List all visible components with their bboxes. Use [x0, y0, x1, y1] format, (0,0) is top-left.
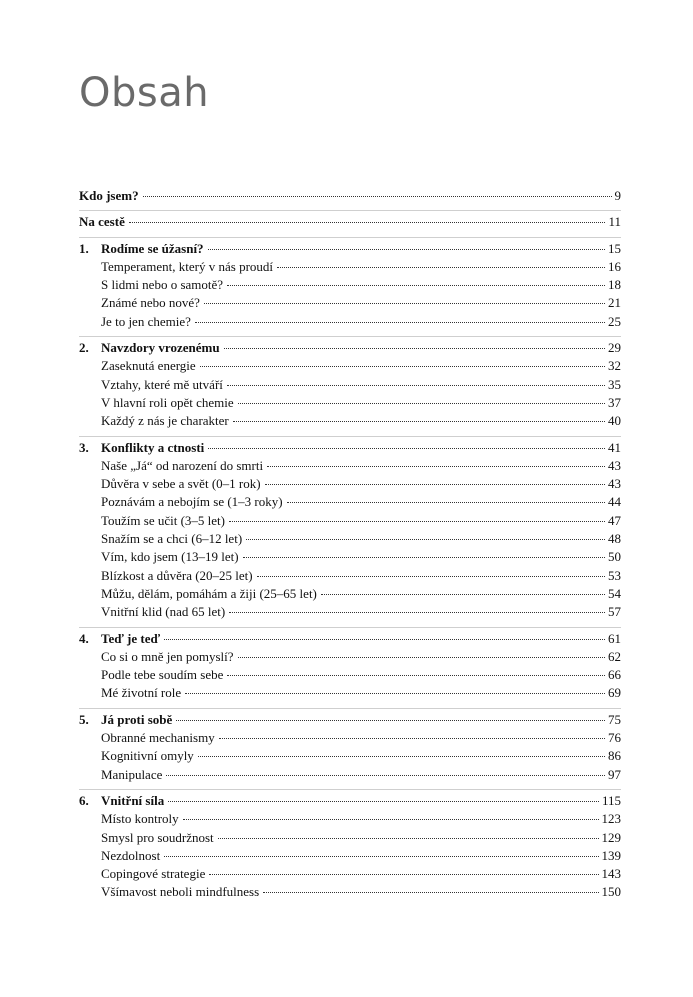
page-number: 43: [608, 457, 621, 473]
toc-entry-title: Podle tebe soudím sebe: [101, 667, 224, 683]
dot-leader: [238, 403, 605, 404]
toc-entry-title: Kdo jsem?: [79, 188, 139, 203]
toc-entry-title: Mé životní role: [101, 685, 182, 701]
page-number: 18: [608, 277, 621, 293]
dot-leader: [208, 249, 605, 250]
chapter-number: 5.: [79, 711, 89, 727]
toc-entry-title: Naše „Já“ od narození do smrti: [101, 457, 264, 473]
toc-entry-title: V hlavní roli opět chemie: [101, 394, 234, 410]
toc-subentry: [79, 357, 621, 375]
toc-entry-title: Manipulace: [101, 766, 163, 782]
section-divider: [79, 789, 621, 790]
toc-entry: [79, 187, 621, 205]
toc-entry-title: Vnitřní klid (nad 65 let): [101, 604, 226, 620]
dot-leader: [198, 756, 605, 757]
toc-entry-title: Vím, kdo jsem (13–19 let): [101, 549, 239, 565]
dot-leader: [185, 693, 605, 694]
toc-entry-title: Kognitivní omyly: [101, 748, 194, 764]
dot-leader: [143, 196, 612, 197]
toc-entry-title: Obranné mechanismy: [101, 730, 215, 746]
chapter-number: 4.: [79, 630, 89, 646]
section-divider: [79, 210, 621, 211]
dot-leader: [229, 521, 605, 522]
dot-leader: [238, 657, 605, 658]
page-number: 97: [608, 766, 621, 782]
toc-entry-title: S lidmi nebo o samotě?: [101, 277, 224, 293]
section-divider: [79, 708, 621, 709]
toc-entry: [79, 339, 621, 357]
toc-entry-title: Vnitřní síla: [101, 792, 165, 808]
toc-entry-title: Důvěra v sebe a svět (0–1 rok): [101, 476, 261, 492]
toc-entry-title: Na cestě: [79, 214, 125, 230]
page-number: 143: [601, 866, 621, 882]
section-divider: [79, 336, 621, 337]
dot-leader: [267, 466, 605, 467]
page-number: 61: [608, 630, 621, 646]
toc-entry-title: Smysl pro soudržnost: [101, 829, 214, 845]
page-title: Obsah: [79, 70, 210, 116]
toc-subentry: [79, 883, 621, 901]
toc-subentry: [79, 684, 621, 702]
page-number: 32: [608, 358, 621, 374]
toc-entry-title: Navzdory vrozenému: [101, 340, 220, 356]
dot-leader: [243, 557, 605, 558]
dot-leader: [257, 576, 605, 577]
toc-subentry: [79, 847, 621, 865]
dot-leader: [227, 285, 605, 286]
page-number: 150: [601, 884, 621, 900]
toc-entry-title: Nezdolnost: [101, 847, 161, 863]
toc-subentry: [79, 747, 621, 765]
toc-subentry: [79, 276, 621, 294]
page-number: 44: [608, 494, 621, 510]
page-number: 29: [608, 340, 621, 356]
toc-subentry: [79, 865, 621, 883]
dot-leader: [219, 738, 605, 739]
page-number: 15: [608, 240, 621, 256]
toc-subentry: [79, 457, 621, 475]
page-number: 21: [608, 295, 621, 311]
dot-leader: [200, 366, 605, 367]
page-number: 54: [608, 585, 621, 601]
dot-leader: [224, 348, 605, 349]
toc-entry-title: Já proti sobě: [101, 711, 173, 727]
page-number: 41: [608, 439, 621, 455]
dot-leader: [176, 720, 605, 721]
toc-entry-title: Toužím se učit (3–5 let): [101, 512, 226, 528]
dot-leader: [168, 801, 599, 802]
page-number: 9: [614, 188, 621, 203]
toc-entry-title: Zaseknutá energie: [101, 358, 196, 374]
toc-entry-title: Místo kontroly: [101, 811, 179, 827]
dot-leader: [195, 322, 605, 323]
toc-subentry: [79, 567, 621, 585]
page-number: 40: [608, 413, 621, 429]
dot-leader: [263, 892, 598, 893]
toc-subentry: [79, 666, 621, 684]
dot-leader: [164, 856, 598, 857]
dot-leader: [208, 448, 605, 449]
page-number: 115: [601, 792, 621, 808]
chapter-number: 6.: [79, 792, 89, 808]
toc-subentry: [79, 648, 621, 666]
chapter-number: 3.: [79, 439, 89, 455]
section-divider: [79, 436, 621, 437]
dot-leader: [265, 484, 605, 485]
dot-leader: [166, 775, 605, 776]
toc-subentry: [79, 512, 621, 530]
toc-entry-title: Poznávám a nebojím se (1–3 roky): [101, 494, 283, 510]
toc-subentry: [79, 603, 621, 621]
dot-leader: [227, 675, 605, 676]
dot-leader: [287, 502, 605, 503]
toc-subentry: [79, 412, 621, 430]
toc-entry-title: Každý z nás je charakter: [101, 413, 229, 429]
page-number: 76: [608, 730, 621, 746]
page-number: 16: [608, 258, 621, 274]
toc-entry-title: Copingové strategie: [101, 866, 206, 882]
page-number: 66: [608, 667, 621, 683]
page-number: 86: [608, 748, 621, 764]
toc-entry: [79, 213, 621, 231]
dot-leader: [229, 612, 605, 613]
toc-subentry: [79, 729, 621, 747]
toc-subentry: [79, 548, 621, 566]
page-number: 48: [608, 531, 621, 547]
toc-entry-title: Všímavost neboli mindfulness: [101, 884, 260, 900]
toc-subentry: [79, 376, 621, 394]
toc-entry-title: Známé nebo nové?: [101, 295, 200, 311]
toc-entry: [79, 711, 621, 729]
dot-leader: [227, 385, 605, 386]
toc-entry-title: Konflikty a ctnosti: [101, 439, 205, 455]
toc-subentry: [79, 475, 621, 493]
dot-leader: [209, 874, 598, 875]
dot-leader: [277, 267, 605, 268]
section-divider: [79, 627, 621, 628]
toc-entry: [79, 630, 621, 648]
toc-subentry: [79, 766, 621, 784]
toc-entry-title: Vztahy, které mě utváří: [101, 376, 223, 392]
dot-leader: [204, 303, 605, 304]
dot-leader: [164, 639, 605, 640]
page-number: 69: [608, 685, 621, 701]
dot-leader: [129, 222, 606, 223]
page-number: 75: [608, 711, 621, 727]
page-number: 43: [608, 476, 621, 492]
toc-subentry: [79, 493, 621, 511]
page-number: 25: [608, 313, 621, 329]
dot-leader: [233, 421, 605, 422]
page-number: 50: [608, 549, 621, 565]
page-number: 37: [608, 394, 621, 410]
chapter-number: 2.: [79, 340, 89, 356]
dot-leader: [218, 838, 599, 839]
toc-entry-title: Rodíme se úžasní?: [101, 240, 204, 256]
section-divider: [79, 237, 621, 238]
page-number: 123: [601, 811, 621, 827]
toc-entry: [79, 792, 621, 810]
toc-entry: [79, 439, 621, 457]
toc-subentry: [79, 258, 621, 276]
page-number: 62: [608, 648, 621, 664]
chapter-number: 1.: [79, 240, 89, 256]
page-number: 53: [608, 567, 621, 583]
page-number: 57: [608, 604, 621, 620]
dot-leader: [183, 819, 599, 820]
page-number: 35: [608, 376, 621, 392]
toc-subentry: [79, 530, 621, 548]
toc-entry-title: Je to jen chemie?: [101, 313, 191, 329]
toc-entry-title: Temperament, který v nás proudí: [101, 258, 274, 274]
toc-subentry: [79, 585, 621, 603]
page-number: 139: [601, 847, 621, 863]
page-number: 129: [601, 829, 621, 845]
toc-entry-title: Můžu, dělám, pomáhám a žiji (25–65 let): [101, 585, 317, 601]
dot-leader: [321, 594, 605, 595]
toc-entry-title: Snažím se a chci (6–12 let): [101, 531, 243, 547]
table-of-contents: [79, 187, 621, 902]
toc-subentry: [79, 829, 621, 847]
toc-entry-title: Co si o mně jen pomyslí?: [101, 648, 234, 664]
page-number: 11: [608, 214, 621, 230]
toc-entry-title: Blízkost a důvěra (20–25 let): [101, 567, 253, 583]
toc-entry-title: Teď je teď: [101, 630, 161, 646]
toc-subentry: [79, 810, 621, 828]
page-number: 47: [608, 512, 621, 528]
toc-subentry: [79, 394, 621, 412]
dot-leader: [246, 539, 605, 540]
toc-entry: [79, 240, 621, 258]
toc-subentry: [79, 294, 621, 312]
toc-subentry: [79, 313, 621, 331]
